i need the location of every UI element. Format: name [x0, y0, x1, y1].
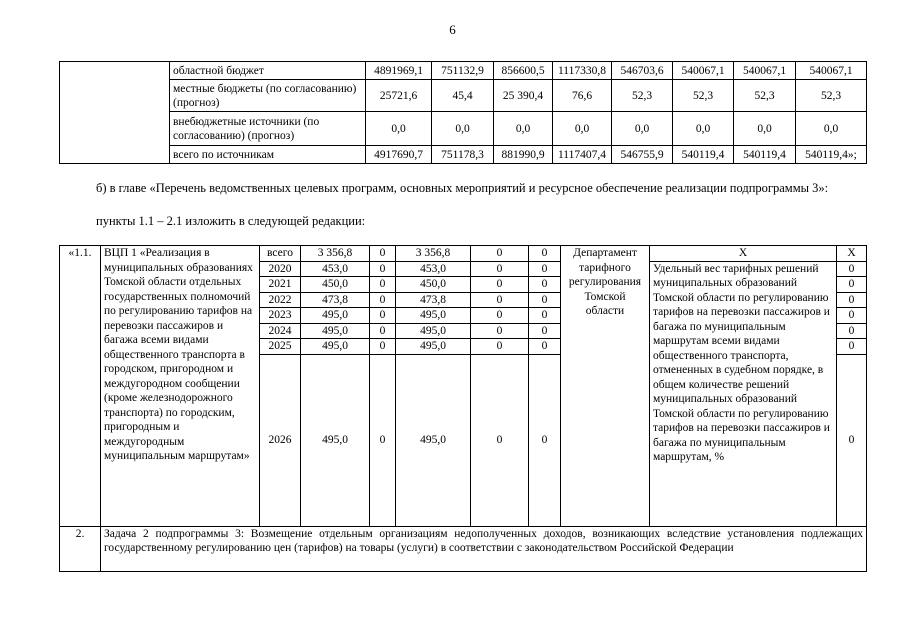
row-label: всего по источникам [170, 146, 366, 164]
value-cell: 52,3 [612, 80, 673, 112]
year-cell: всего [260, 246, 301, 262]
year-cell: 2022 [260, 292, 301, 308]
target-value: 0 [837, 308, 867, 324]
value-cell: 495,0 [396, 308, 471, 324]
value-cell: 473,8 [301, 292, 370, 308]
value-cell: 0 [370, 323, 396, 339]
value-cell: 0,0 [494, 112, 553, 146]
value-cell: 52,3 [796, 80, 867, 112]
value-cell: 751178,3 [432, 146, 494, 164]
value-cell: 0 [370, 261, 396, 277]
value-cell: 495,0 [301, 323, 370, 339]
value-cell: 0 [529, 339, 561, 355]
target-value: 0 [837, 292, 867, 308]
value-cell: 473,8 [396, 292, 471, 308]
value-cell: 0,0 [612, 112, 673, 146]
indicator-text: Удельный вес тарифных решений муниципальных образований Томской области по регулированию тарифов на перевозки пассажиров и багажа по муниципальным маршрутам всеми видами общественного транспорта, отмененных в судебном порядке, в общем количестве решений муниципальных образований Томской области по регулированию тарифов на перевозки пассажиров и багажа по муниципальным маршрутам, % [650, 261, 837, 526]
task-number: 2. [60, 526, 101, 571]
value-cell: 0 [471, 308, 529, 324]
value-cell: 0,0 [673, 112, 734, 146]
value-cell: 453,0 [396, 261, 471, 277]
item-number: «1.1. [60, 246, 101, 527]
year-cell: 2020 [260, 261, 301, 277]
value-cell: 0 [471, 323, 529, 339]
value-cell: 1117330,8 [553, 62, 612, 80]
program-table [59, 245, 867, 572]
value-cell: 540119,4 [734, 146, 796, 164]
value-cell: 0 [370, 246, 396, 262]
year-cell: 2021 [260, 277, 301, 293]
year-cell: 2023 [260, 308, 301, 324]
value-cell: 0 [471, 277, 529, 293]
paragraph-b: б) в главе «Перечень ведомственных целевых программ, основных мероприятий и ресурсное обеспечение реализации подпрограммы 3»: [96, 181, 829, 195]
value-cell: 0,0 [553, 112, 612, 146]
table-row [60, 526, 867, 571]
year-cell: 2025 [260, 339, 301, 355]
value-cell: 540067,1 [734, 62, 796, 80]
task-text: Задача 2 подпрограммы 3: Возмещение отдельным организациям недополученных доходов, возникающих вследствие установления подлежащих государственному регулированию цен (тарифов) на товары (услуги) в соответствии с законодательством Российской Федерации [101, 526, 867, 571]
value-cell: 0,0 [796, 112, 867, 146]
value-cell: 0 [529, 246, 561, 262]
value-cell: 540067,1 [796, 62, 867, 80]
value-cell: 495,0 [301, 354, 370, 526]
value-cell: 881990,9 [494, 146, 553, 164]
value-cell: 0 [370, 292, 396, 308]
target-value: 0 [837, 323, 867, 339]
value-cell: 450,0 [301, 277, 370, 293]
value-cell: 52,3 [734, 80, 796, 112]
value-cell: 0 [529, 323, 561, 339]
value-cell: 0 [471, 261, 529, 277]
value-cell: 546703,6 [612, 62, 673, 80]
value-cell: 4917690,7 [366, 146, 432, 164]
value-cell: 453,0 [301, 261, 370, 277]
executor: Департамент тарифного регулирования Томской области [561, 246, 650, 527]
row-label: областной бюджет [170, 62, 366, 80]
value-cell: 0 [471, 246, 529, 262]
value-cell: 25 390,4 [494, 80, 553, 112]
value-cell: 495,0 [396, 339, 471, 355]
value-cell: 0 [529, 354, 561, 526]
value-cell: 1117407,4 [553, 146, 612, 164]
value-cell: 495,0 [301, 339, 370, 355]
value-cell: 0 [471, 292, 529, 308]
target-value: 0 [837, 354, 867, 526]
value-cell: 25721,6 [366, 80, 432, 112]
value-cell: 3 356,8 [301, 246, 370, 262]
target-value: 0 [837, 261, 867, 277]
target-header: Х [837, 246, 867, 262]
value-cell: 540119,4»; [796, 146, 867, 164]
value-cell: 0 [529, 292, 561, 308]
funding-summary-table [59, 61, 867, 164]
value-cell: 0 [471, 354, 529, 526]
value-cell: 540067,1 [673, 62, 734, 80]
table-row [60, 80, 867, 112]
value-cell: 3 356,8 [396, 246, 471, 262]
value-cell: 0 [370, 277, 396, 293]
empty-cell [60, 62, 170, 164]
paragraph-items: пункты 1.1 – 2.1 изложить в следующей редакции: [96, 214, 366, 228]
value-cell: 0,0 [734, 112, 796, 146]
value-cell: 495,0 [396, 323, 471, 339]
value-cell: 0,0 [366, 112, 432, 146]
value-cell: 0 [529, 308, 561, 324]
row-label: внебюджетные источники (по согласованию) (прогноз) [170, 112, 366, 146]
value-cell: 0 [370, 354, 396, 526]
table-row [60, 146, 867, 164]
row-label: местные бюджеты (по согласованию) (прогноз) [170, 80, 366, 112]
target-value: 0 [837, 277, 867, 293]
value-cell: 0 [370, 339, 396, 355]
table-row [60, 112, 867, 146]
value-cell: 856600,5 [494, 62, 553, 80]
year-cell: 2024 [260, 323, 301, 339]
value-cell: 546755,9 [612, 146, 673, 164]
value-cell: 0 [529, 261, 561, 277]
value-cell: 540119,4 [673, 146, 734, 164]
value-cell: 52,3 [673, 80, 734, 112]
page-number: 6 [449, 22, 456, 37]
table-row [60, 62, 867, 80]
value-cell: 495,0 [301, 308, 370, 324]
value-cell: 0 [370, 308, 396, 324]
table-row [60, 246, 867, 262]
item-name: ВЦП 1 «Реализация в муниципальных образованиях Томской области отдельных государственных полномочий по регулированию тарифов на перевозки пассажиров и багажа всеми видами общественного транспорта в городском, пригородном и междугородном сообщении (кроме железнодорожного транспорта) по городским, пригородным и междугородным муниципальным маршрутам» [101, 246, 260, 527]
value-cell: 495,0 [396, 354, 471, 526]
value-cell: 450,0 [396, 277, 471, 293]
year-cell: 2026 [260, 354, 301, 526]
target-value: 0 [837, 339, 867, 355]
value-cell: 751132,9 [432, 62, 494, 80]
value-cell: 76,6 [553, 80, 612, 112]
value-cell: 4891969,1 [366, 62, 432, 80]
value-cell: 45,4 [432, 80, 494, 112]
indicator-header: Х [650, 246, 837, 262]
value-cell: 0,0 [432, 112, 494, 146]
value-cell: 0 [529, 277, 561, 293]
value-cell: 0 [471, 339, 529, 355]
